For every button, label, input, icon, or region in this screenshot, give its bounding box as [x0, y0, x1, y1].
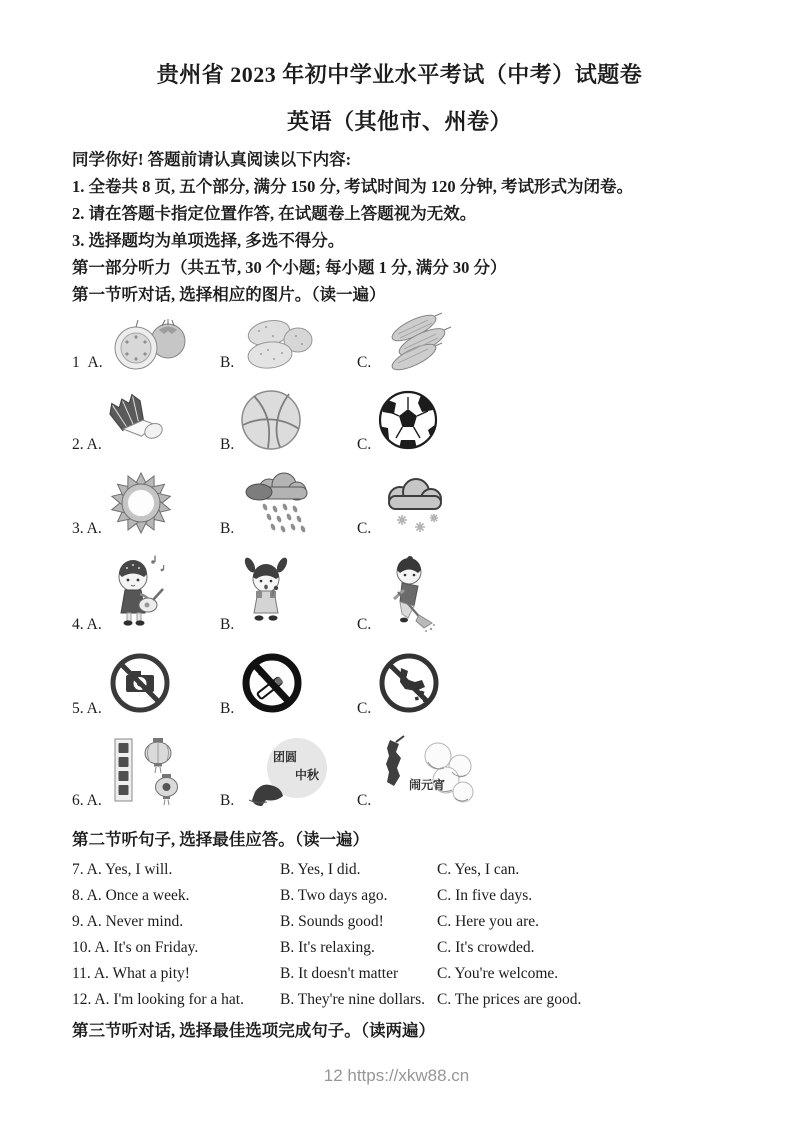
q6-option-a — [72, 736, 220, 810]
q12-option-a: 12. A. I'm looking for a hat. — [72, 991, 244, 1008]
picture-question-2 — [72, 388, 727, 454]
text-question-12 — [72, 991, 727, 1008]
picture-question-6 — [72, 734, 727, 810]
text-question-7 — [72, 861, 727, 878]
part1-heading: 第一部分听力（共五节, 30 个小题; 每小题 1 分, 满分 30 分） — [72, 258, 507, 277]
rain-cloud-icon — [239, 472, 319, 536]
instruction-2: 2. 请在答题卡指定位置作答, 在试题卷上答题视为无效。 — [72, 204, 477, 223]
q9-option-c: C. Here you are. — [437, 913, 539, 930]
q1-option-b — [220, 318, 357, 372]
greeting-line: 同学你好! 答题前请认真阅读以下内容: — [72, 150, 352, 169]
tomatoes-icon — [108, 314, 196, 370]
q2-option-b — [220, 388, 357, 454]
q2-label-c: C. — [357, 436, 372, 453]
q2-label-b: B. — [220, 436, 235, 453]
text-question-10 — [72, 939, 727, 956]
picture-question-3 — [72, 470, 727, 538]
text-question-8 — [72, 887, 727, 904]
q5-label-a: 5. A. — [72, 700, 102, 717]
q1-label-c: C. — [357, 354, 372, 371]
instruction-3: 3. 选择题均为单项选择, 多选不得分。 — [72, 231, 345, 250]
page-title: 贵州省 2023 年初中学业水平考试（中考）试题卷 — [156, 62, 643, 87]
q2-option-a — [72, 390, 220, 454]
q9-option-a: 9. A. Never mind. — [72, 913, 184, 930]
badminton-shuttlecock-icon — [107, 390, 181, 452]
q8-option-c: C. In five days. — [437, 887, 533, 904]
q6-option-b — [220, 734, 357, 810]
q7-option-b: B. Yes, I did. — [280, 861, 361, 878]
potatoes-icon — [239, 318, 319, 370]
q12-option-b: B. They're nine dollars. — [280, 991, 425, 1008]
q8-option-a: 8. A. Once a week. — [72, 887, 190, 904]
q4-label-a: 4. A. — [72, 616, 102, 633]
q6-label-c: C. — [357, 792, 372, 809]
q5-label-b: B. — [220, 700, 235, 717]
q5-option-a — [72, 650, 220, 718]
q10-option-a: 10. A. It's on Friday. — [72, 939, 199, 956]
no-littering-sign-icon — [376, 650, 442, 716]
moon-text-bottom: 中秋 — [295, 768, 320, 782]
q3-label-c: C. — [357, 520, 372, 537]
q5-option-c — [357, 650, 727, 718]
q11-option-c: C. You're welcome. — [437, 965, 559, 982]
q4-option-c — [357, 554, 727, 634]
q3-label-a: 3. A. — [72, 520, 102, 537]
q11-option-a: 11. A. What a pity! — [72, 965, 190, 982]
moon-text-top: 团圆 — [273, 750, 298, 764]
text-question-9 — [72, 913, 727, 930]
no-photography-sign-icon — [107, 650, 173, 716]
q6-label-a: 6. A. — [72, 792, 102, 809]
q5-label-c: C. — [357, 700, 372, 717]
page-footer — [0, 1066, 793, 1086]
section1-heading: 第一节听对话, 选择相应的图片。（读一遍） — [72, 285, 386, 304]
q7-option-c: C. Yes, I can. — [437, 861, 520, 878]
section3-heading: 第三节听对话, 选择最佳选项完成句子。（读两遍） — [72, 1021, 435, 1040]
q7-option-a: 7. A. Yes, I will. — [72, 861, 173, 878]
child-playing-guitar-icon — [107, 554, 169, 632]
q11-option-b: B. It doesn't matter — [280, 965, 399, 982]
q10-option-c: C. It's crowded. — [437, 939, 535, 956]
q6-option-c — [357, 734, 727, 810]
page-content — [72, 58, 727, 1044]
q8-option-b: B. Two days ago. — [280, 887, 388, 904]
picture-question-1 — [72, 314, 727, 372]
q4-option-b — [220, 554, 357, 634]
q4-option-a — [72, 554, 220, 634]
child-sweeping-icon — [376, 554, 438, 632]
q9-option-b: B. Sounds good! — [280, 913, 384, 930]
footer-watermark-text: 12 https://xkw88.cn — [323, 1066, 470, 1085]
sun-icon — [107, 470, 175, 536]
basketball-icon — [239, 388, 303, 452]
child-singing-icon — [239, 554, 295, 632]
q1-option-c — [357, 314, 727, 372]
q4-label-b: B. — [220, 616, 235, 633]
q2-label-a: 2. A. — [72, 436, 102, 453]
q5-option-b — [220, 650, 357, 718]
q12-option-c: C. The prices are good. — [437, 991, 582, 1008]
section2-heading: 第二节听句子, 选择最佳应答。（读一遍） — [72, 830, 369, 849]
spring-festival-lanterns-icon — [107, 736, 199, 808]
no-smoking-sign-icon — [239, 650, 305, 716]
yuanxiao-text: 闹元宵 — [409, 778, 446, 792]
q3-label-b: B. — [220, 520, 235, 537]
picture-question-5 — [72, 650, 727, 718]
lantern-festival-tangyuan-icon — [376, 734, 480, 808]
q6-label-b: B. — [220, 792, 235, 809]
q1-label-b: B. — [220, 354, 235, 371]
page-subtitle: 英语（其他市、州卷） — [286, 109, 512, 134]
text-question-11 — [72, 965, 727, 982]
instruction-1: 1. 全卷共 8 页, 五个部分, 满分 150 分, 考试时间为 120 分钟, 考试形式为闭卷。 — [72, 177, 633, 196]
q10-option-b: B. It's relaxing. — [280, 939, 375, 956]
q1-label-a: 1 A. — [72, 354, 103, 371]
mid-autumn-moon-icon — [239, 734, 343, 808]
q3-option-c — [357, 478, 727, 538]
soccer-ball-icon — [376, 388, 440, 452]
q3-option-b — [220, 472, 357, 538]
picture-question-4 — [72, 554, 727, 634]
q3-option-a — [72, 470, 220, 538]
snow-cloud-icon — [376, 478, 452, 536]
q2-option-c — [357, 388, 727, 454]
q4-label-c: C. — [357, 616, 372, 633]
q1-option-a — [72, 314, 220, 372]
corn-icon — [376, 314, 460, 370]
